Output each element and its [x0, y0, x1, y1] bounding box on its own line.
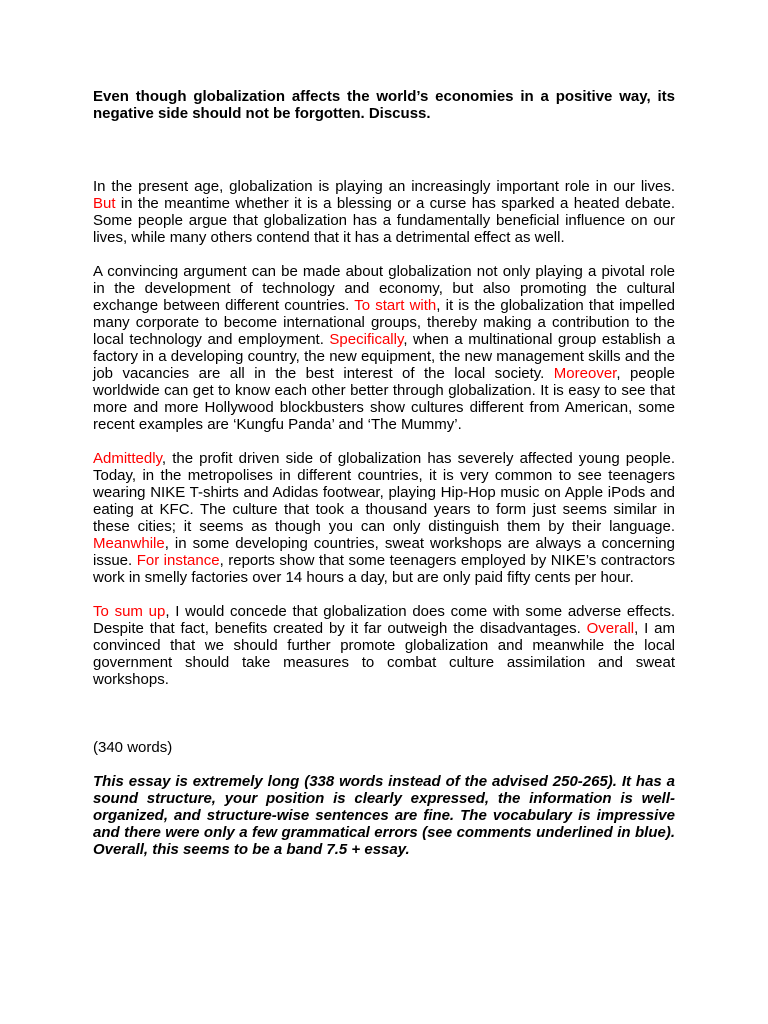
paragraph-text: , in some developing countries, sweat workshops are always a concerning issue.: [93, 535, 675, 569]
transition-phrase: Specifically: [329, 331, 404, 348]
transition-phrase: Admittedly: [93, 450, 162, 467]
paragraph-text: , when a multinational group establish a factory in a developing country, the new equipment, the new management skills and the job vacancies are all in the best interest of the local society.: [93, 331, 675, 382]
paragraph-text: A convincing argument can be made about globalization not only playing a pivotal role in the development of technology and economy, but also promoting the cultural exchange between different countries.: [93, 263, 675, 314]
transition-phrase: Meanwhile: [93, 535, 165, 552]
transition-phrase: For instance: [136, 552, 220, 569]
paragraph-text: , the profit driven side of globalization has severely affected young people. Today, in the metropolises in different countries, it is very common to see teenagers wearing NIKE T-shirts and Adidas footwear, playing Hip-Hop music on Apple iPods and eating at KFC. The culture that took a thousand years to form just seems similar in these cities; it seems as though you can only distinguish them by their language.: [93, 450, 675, 535]
paragraph-text: in the meantime whether it is a blessing or a curse has sparked a heated debate. Some people argue that globalization has a fundamentally beneficial influence on our lives, while many others contend that it has a detrimental effect as well.: [93, 195, 675, 246]
transition-phrase: Overall: [586, 620, 635, 637]
essay-question: Even though globalization affects the world’s economies in a positive way, its negative side should not be forgotten. Discuss.: [93, 88, 675, 122]
paragraph-text: , people worldwide can get to know each other better through globalization. It is easy to see that more and more Hollywood blockbusters show cultures different from American, some recent examples are ‘Kungfu Panda’ and ‘The Mummy’.: [93, 365, 675, 433]
essay-paragraph-2: [93, 263, 675, 433]
paragraph-text: , I would concede that globalization does come with some adverse effects. Despite that fact, benefits created by it far outweigh the disadvantages.: [93, 603, 675, 637]
paragraph-text: , it is the globalization that impelled many corporate to become international groups, thereby making a contribution to the local technology and employment.: [93, 297, 675, 348]
essay-paragraph-3: [93, 450, 675, 586]
transition-phrase: Moreover: [553, 365, 617, 382]
transition-phrase: To start with: [354, 297, 437, 314]
paragraph-text: , reports show that some teenagers employed by NIKE’s contractors work in smelly factories over 14 hours a day, but are only paid fifty cents per hour.: [93, 552, 675, 586]
examiner-feedback: This essay is extremely long (338 words instead of the advised 250-265). It has a sound structure, your position is clearly expressed, the information is well-organized, and structure-wise sentences are fine. The vocabulary is impressive and there were only a few grammatical errors (see comments underlined in blue). Overall, this seems to be a band 7.5 + essay.: [93, 773, 675, 858]
word-count: (340 words): [93, 739, 173, 756]
transition-phrase: To sum up: [93, 603, 166, 620]
transition-phrase: But: [93, 195, 116, 212]
essay-paragraph-4: [93, 603, 675, 688]
essay-paragraph-1: [93, 178, 675, 246]
paragraph-text: , I am convinced that we should further promote globalization and meanwhile the local government should take measures to combat culture assimilation and sweat workshops.: [93, 620, 675, 688]
paragraph-text: In the present age, globalization is playing an increasingly important role in our lives.: [93, 178, 675, 195]
